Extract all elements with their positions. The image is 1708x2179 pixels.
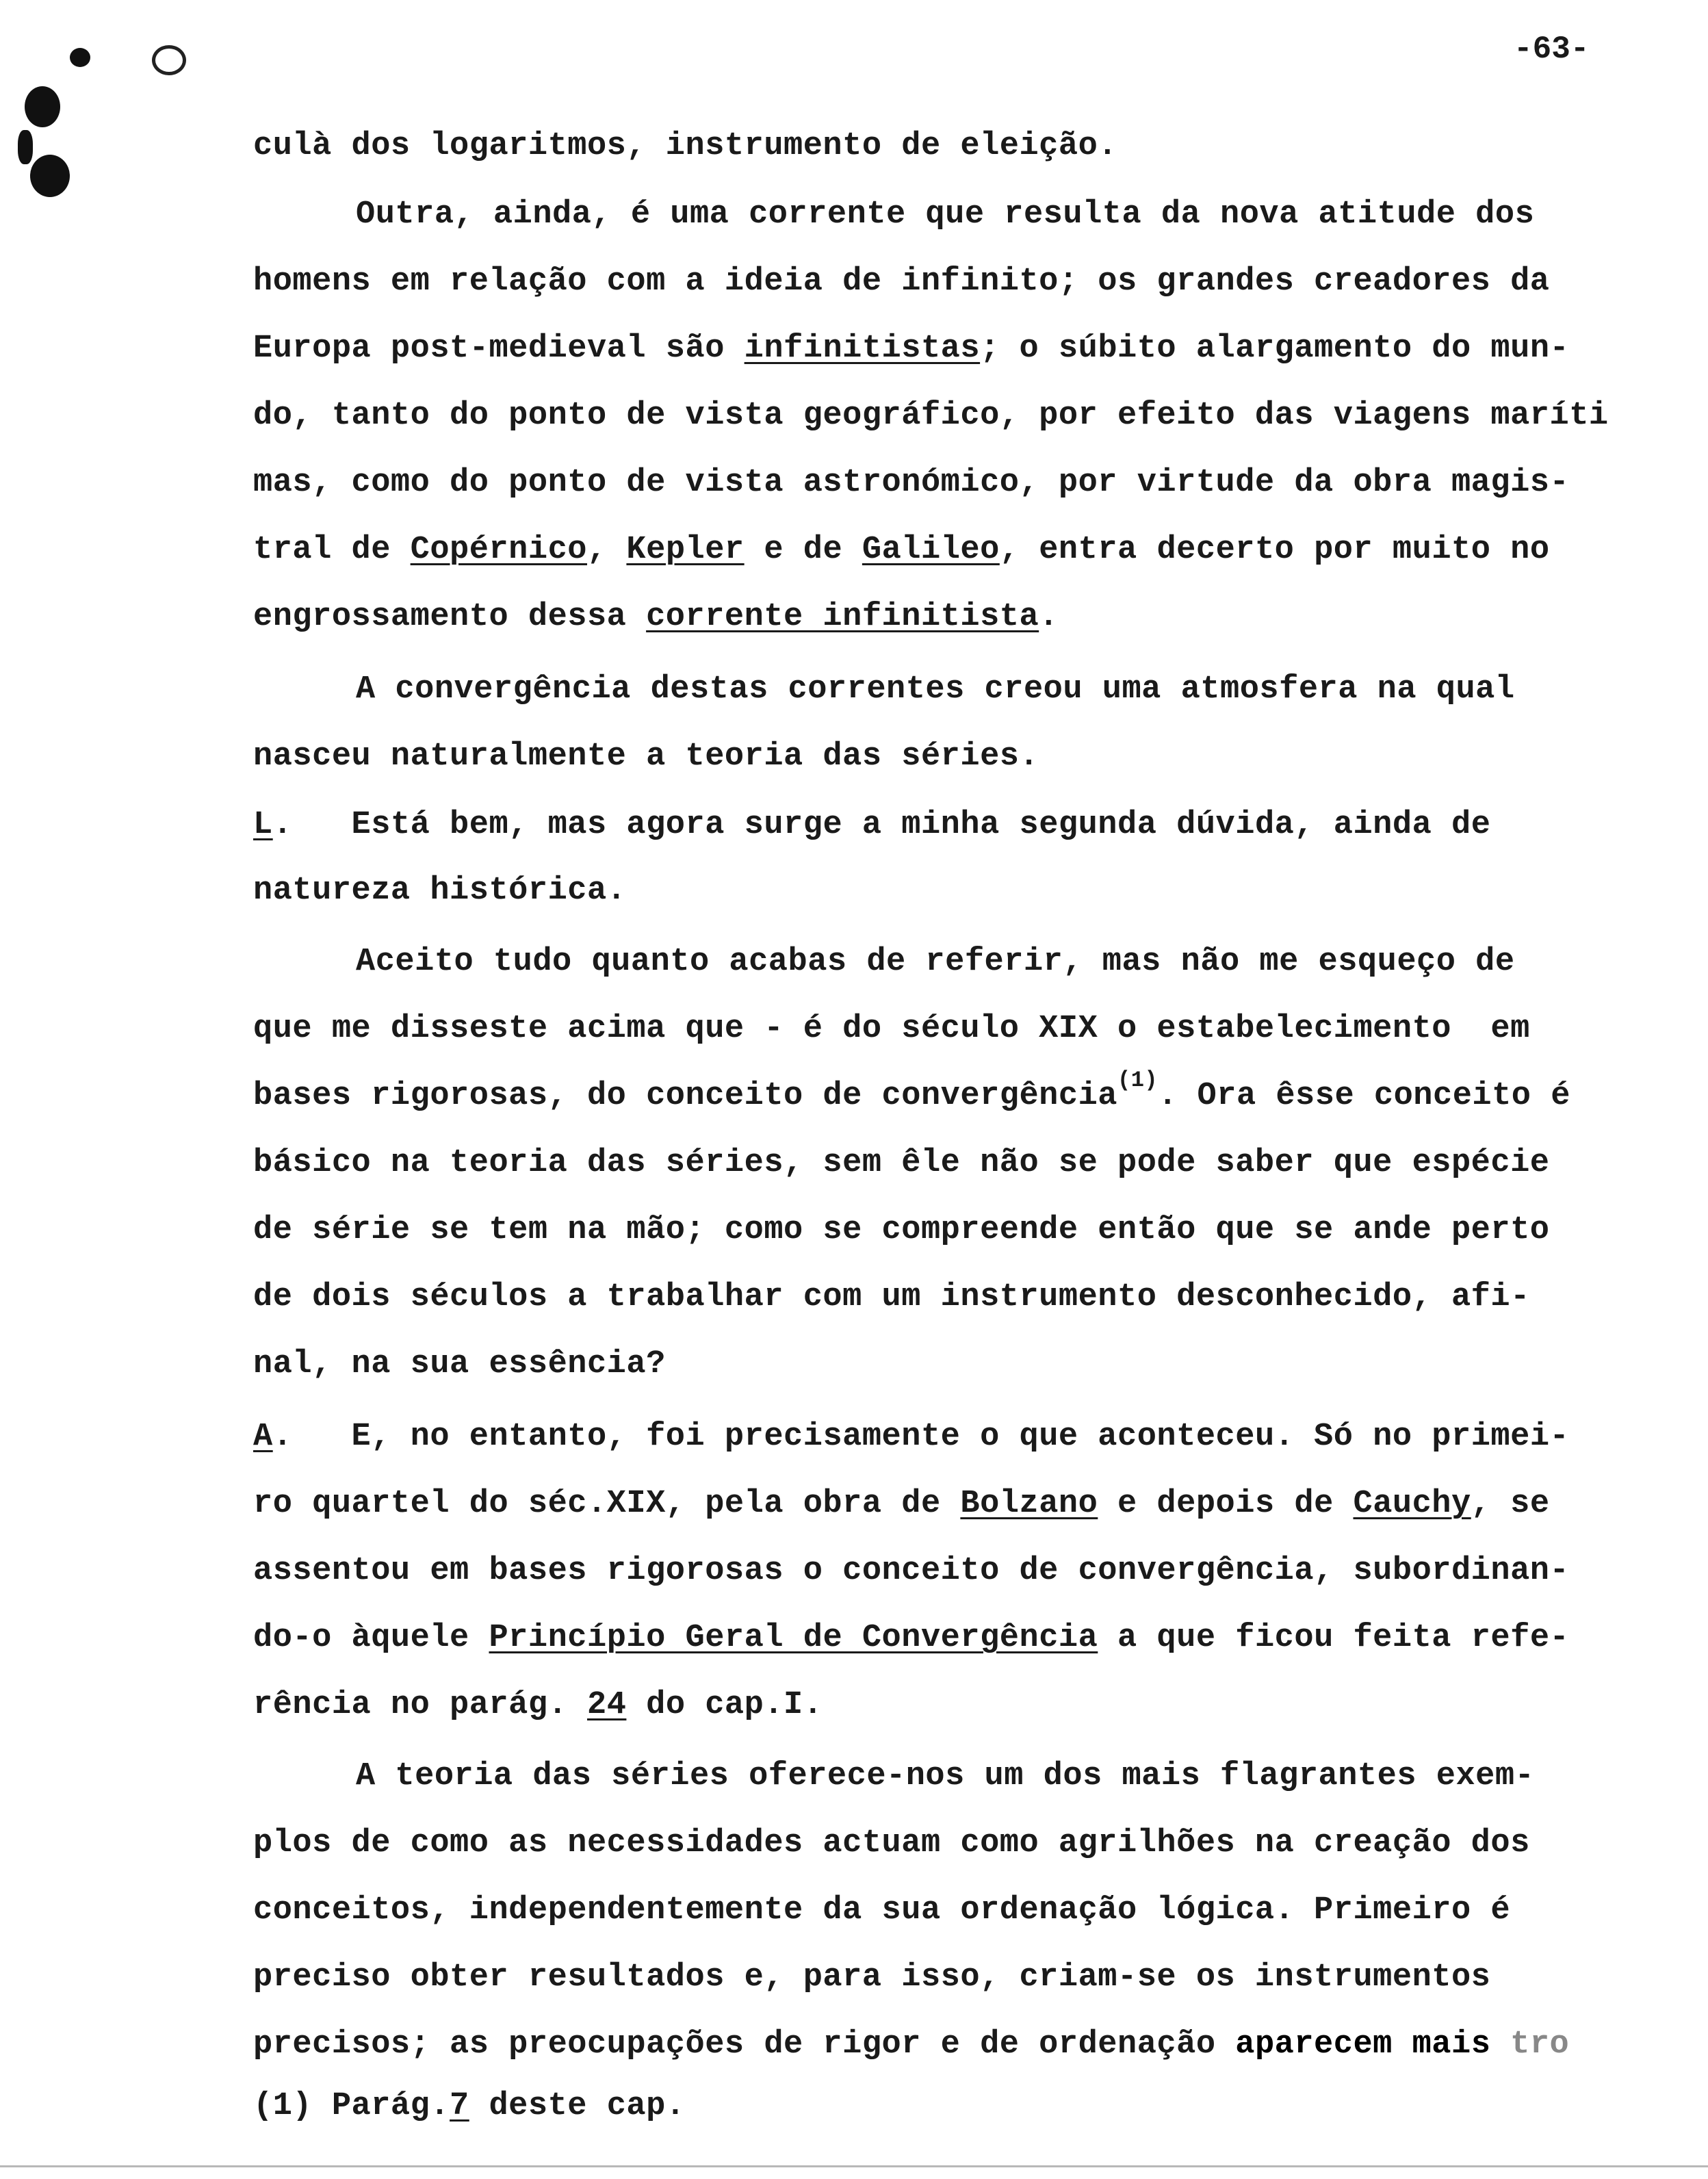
text-line: bases rigorosas, do conceito de convergência$^{(1)}$. Ora êsse conceito é [253,1068,1570,1114]
text-line: natureza histórica. [253,873,627,909]
footnote-marker: (1) [1117,1068,1159,1093]
text-line: Europa post-medieval são infinitistas; o súbito alargamento do mun- [253,331,1570,367]
text-line: tral de Copérnico, Kepler e de Galileo, entra decerto por muito no [253,532,1550,568]
text-line: de série se tem na mão; como se compreende então que se ande perto [253,1212,1550,1248]
text-line: precisos; as preocupações de rigor e de ordenação aparecem mais tro [253,2026,1570,2063]
ink-blot-1 [70,48,90,67]
text-line: nal, na sua essência? [253,1346,666,1382]
underlined-name: Copérnico [410,532,587,568]
text-line: nasceu naturalmente a teoria das séries. [253,738,1039,775]
text-line: do, tanto do ponto de vista geográfico, por efeito das viagens maríti [253,398,1609,434]
text-line: engrossamento dessa corrente infinitista. [253,599,1059,635]
page-number: -63- [1514,31,1590,67]
text-line: assentou em bases rigorosas o conceito de convergência, subordinan- [253,1553,1570,1589]
text-line: do-o àquele Princípio Geral de Convergência a que ficou feita refe- [253,1620,1570,1656]
text-line: culà dos logaritmos, instrumento de eleição. [253,128,1118,164]
text-line: Outra, ainda, é uma corrente que resulta da nova atitude dos [356,196,1535,233]
underlined-name: Kepler [626,532,745,568]
underlined-name: Galileo [862,532,1000,568]
text-line: de dois séculos a trabalhar com um instrumento desconhecido, afi- [253,1279,1530,1315]
ink-blot-2 [152,45,186,75]
underlined-term: corrente infinitista [646,599,1039,635]
text-line: conceitos, independentemente da sua ordenação lógica. Primeiro é [253,1892,1511,1929]
text-line: Aceito tudo quanto acabas de referir, mas não me esqueço de [356,944,1515,980]
text-line: ro quartel do séc.XIX, pela obra de Bolzano e depois de Cauchy, se [253,1486,1550,1522]
text-line: A convergência destas correntes creou uma atmosfera na qual [356,671,1515,708]
underlined-name: Cauchy [1353,1486,1471,1522]
speaker-label: A [253,1419,273,1455]
text-line: que me disseste acima que - é do século XIX o estabelecimento em [253,1011,1530,1047]
speaker-line: L. Está bem, mas agora surge a minha segunda dúvida, ainda de [253,807,1491,843]
ink-blot-3 [25,86,60,127]
underlined-reference: 24 [586,1687,627,1723]
ink-blot-4 [18,130,33,164]
underlined-name: Bolzano [960,1486,1098,1522]
text-line: rência no parág. 24 do cap.I. [253,1687,823,1723]
underlined-term: Princípio Geral de Convergência [489,1620,1098,1656]
text-line: preciso obter resultados e, para isso, criam-se os instrumentos [253,1959,1491,1996]
text-line: mas, como do ponto de vista astronómico, por virtude da obra magis- [253,465,1570,501]
underlined-term: infinitistas [744,331,981,367]
footnote: (1) Parág.7 deste cap. [253,2088,686,2124]
text-line: plos de como as necessidades actuam como agrilhões na creação dos [253,1825,1530,1861]
overstruck-text: aparecem mais [1235,2026,1491,2063]
text-line: básico na teoria das séries, sem êle não se pode saber que espécie [253,1145,1550,1181]
speaker-label: L [253,807,273,843]
bottom-divider [0,2165,1708,2167]
text-line: homens em relação com a ideia de infinito; os grandes creadores da [253,263,1550,300]
ink-blot-5 [30,155,70,197]
speaker-line: A. E, no entanto, foi precisamente o que aconteceu. Só no primei- [253,1419,1570,1455]
footnote-reference: 7 [450,2088,469,2124]
faded-text: tro [1490,2026,1570,2063]
text-line: A teoria das séries oferece-nos um dos mais flagrantes exem- [356,1758,1535,1794]
